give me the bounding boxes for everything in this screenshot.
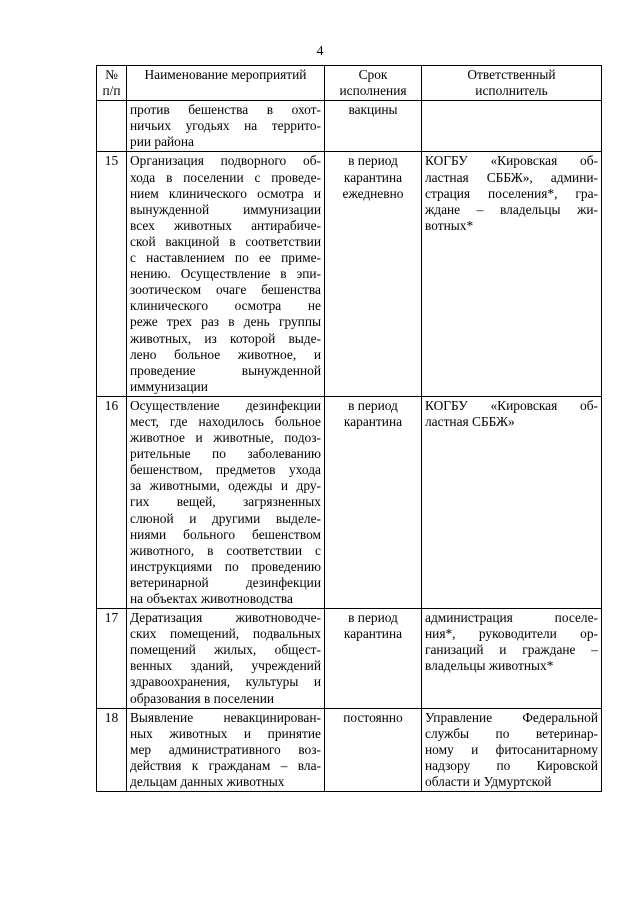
measure-text-line: хода в поселении с проведе- bbox=[130, 169, 321, 185]
term-text-line: карантина bbox=[343, 413, 403, 429]
page-number: 4 bbox=[316, 44, 324, 59]
responsible-text-line: КОГБУ «Кировская об- bbox=[425, 153, 598, 169]
header-responsible-line: Ответственный bbox=[467, 67, 556, 82]
header-term-line: исполнения bbox=[339, 83, 407, 99]
measure-text-line: действия к гражданам – вла- bbox=[130, 757, 321, 773]
term-text-line: постоянно bbox=[343, 709, 403, 725]
responsible-text-line: надзору по Кировской bbox=[425, 757, 598, 773]
measure-text-line: Организация подворного об- bbox=[130, 153, 321, 169]
measure-text-line: здравоохранения, культуры и bbox=[130, 674, 321, 690]
row-number: 17 bbox=[97, 609, 127, 709]
measure-text-line: гих вещей, загрязненных bbox=[130, 494, 321, 510]
header-term bbox=[325, 66, 422, 101]
row-term-cell bbox=[325, 396, 422, 608]
row-responsible-cell bbox=[422, 152, 602, 396]
row-number bbox=[97, 101, 127, 152]
measure-text-line: на объектах животноводства bbox=[130, 591, 293, 606]
measure-text-line: слюной и другими выделе- bbox=[130, 510, 321, 526]
term-text-line: ежедневно bbox=[342, 185, 404, 201]
term-text-line: в период bbox=[348, 610, 398, 626]
row-number: 15 bbox=[97, 152, 127, 396]
responsible-text-line: ния*, руководители ор- bbox=[425, 626, 598, 642]
measure-text-line: всех животных антирабиче- bbox=[130, 217, 321, 233]
responsible-text-line: вотных* bbox=[425, 217, 474, 233]
measure-text-line: нению. Осуществление в эпи- bbox=[130, 266, 321, 282]
measure-text-line: против бешенства в охот- bbox=[130, 102, 321, 118]
measure-text-line: животных, из которой выде- bbox=[130, 330, 321, 346]
measure-text-line: венных зданий, учреждений bbox=[130, 658, 321, 674]
row-responsible-cell bbox=[422, 609, 602, 709]
row-term-cell bbox=[325, 101, 422, 152]
row-name-cell bbox=[127, 609, 325, 709]
row-term-cell bbox=[325, 708, 422, 791]
responsible-text-line: администрация поселе- bbox=[425, 610, 598, 626]
responsible-text-line: владельцы животных* bbox=[425, 658, 554, 674]
responsible-text-line: службы по ветеринар- bbox=[425, 725, 598, 741]
row-name-cell bbox=[127, 396, 325, 608]
table-row bbox=[97, 708, 602, 791]
measure-text-line: вынужденной иммунизации bbox=[130, 201, 321, 217]
header-responsible-line: исполнитель bbox=[475, 83, 548, 99]
measure-text-line: Дератизация животноводче- bbox=[130, 610, 321, 626]
measure-text-line: реже трех раз в день группы bbox=[130, 314, 321, 330]
measure-text-line: образования в поселении bbox=[130, 690, 275, 706]
term-text-line: карантина bbox=[343, 626, 403, 642]
measure-text-line: помещений жилых, общест- bbox=[130, 642, 321, 658]
row-name-cell bbox=[127, 708, 325, 791]
row-number: 16 bbox=[97, 396, 127, 608]
header-term-line: Срок bbox=[358, 67, 388, 82]
measure-text-line: ской вакциной в соответствии bbox=[130, 233, 321, 249]
table-header-row bbox=[97, 66, 602, 101]
measure-text-line: рительные по заболеванию bbox=[130, 446, 321, 462]
measure-text-line: с наставлением по ее приме- bbox=[130, 250, 321, 266]
row-term-cell bbox=[325, 152, 422, 396]
header-num-line: № bbox=[105, 67, 118, 82]
measure-text-line: мест, где находилось больное bbox=[130, 413, 321, 429]
responsible-text-line: КОГБУ «Кировская об- bbox=[425, 397, 598, 413]
row-name-cell bbox=[127, 152, 325, 396]
measure-text-line: ничьих угодьях на террито- bbox=[130, 118, 321, 134]
responsible-text-line: ждане – владельцы жи- bbox=[425, 201, 598, 217]
header-name bbox=[127, 66, 325, 101]
measure-text-line: иммунизации bbox=[130, 378, 208, 394]
responsible-text-line: ганизаций и граждане – bbox=[425, 642, 598, 658]
row-responsible-cell bbox=[422, 708, 602, 791]
row-number: 18 bbox=[97, 708, 127, 791]
measure-text-line: за животными, одежды и дру- bbox=[130, 478, 321, 494]
header-name-text: Наименование мероприятий bbox=[144, 67, 307, 82]
measure-text-line: ниями больного бешенством bbox=[130, 526, 321, 542]
table-row bbox=[97, 101, 602, 152]
measure-text-line: Осуществление дезинфекции bbox=[130, 397, 321, 413]
responsible-text-line: страция поселения*, гра- bbox=[425, 185, 598, 201]
measure-text-line: лено больное животное, и bbox=[130, 346, 321, 362]
header-responsible bbox=[422, 66, 602, 101]
table-row bbox=[97, 152, 602, 396]
measure-text-line: дельцам данных животных bbox=[130, 774, 285, 790]
row-name-cell bbox=[127, 101, 325, 152]
responsible-text-line: ластная СББЖ», админи- bbox=[425, 169, 598, 185]
term-text-line: в период bbox=[348, 153, 398, 169]
responsible-text-line: области и Удмуртской bbox=[425, 774, 552, 790]
responsible-text-line: ному и фитосанитарному bbox=[425, 741, 598, 757]
term-text-line: карантина bbox=[343, 169, 403, 185]
measure-text-line: ных животных и принятие bbox=[130, 725, 321, 741]
measure-text-line: рии района bbox=[130, 134, 194, 150]
measure-text-line: нием клинического осмотра и bbox=[130, 185, 321, 201]
measure-text-line: животное и животные, подоз- bbox=[130, 430, 321, 446]
measure-text-line: бешенством, предметов ухода bbox=[130, 462, 321, 478]
responsible-text-line: Управление Федеральной bbox=[425, 709, 598, 725]
term-text-line: вакцины bbox=[348, 102, 398, 118]
measure-text-line: ских помещений, подвальных bbox=[130, 626, 321, 642]
measure-text-line: мер административного воз- bbox=[130, 741, 321, 757]
table-row bbox=[97, 396, 602, 608]
measures-table bbox=[96, 65, 602, 792]
measure-text-line: инструкциями по проведению bbox=[130, 558, 321, 574]
row-responsible-cell bbox=[422, 396, 602, 608]
measure-text-line: Выявление невакцинирован- bbox=[130, 709, 321, 725]
responsible-text-line: ластная СББЖ» bbox=[425, 413, 515, 429]
measure-text-line: проведение вынужденной bbox=[130, 362, 321, 378]
measure-text-line: ветеринарной дезинфекции bbox=[130, 574, 321, 590]
measure-text-line: клинического осмотра не bbox=[130, 298, 321, 314]
row-term-cell bbox=[325, 609, 422, 709]
row-responsible-cell bbox=[422, 101, 602, 152]
header-num-line: п/п bbox=[102, 83, 121, 99]
header-num bbox=[97, 66, 127, 101]
table-row bbox=[97, 609, 602, 709]
measure-text-line: зоотическом очаге бешенства bbox=[130, 282, 321, 298]
measure-text-line: животного, в соответствии с bbox=[130, 542, 321, 558]
term-text-line: в период bbox=[348, 397, 398, 413]
